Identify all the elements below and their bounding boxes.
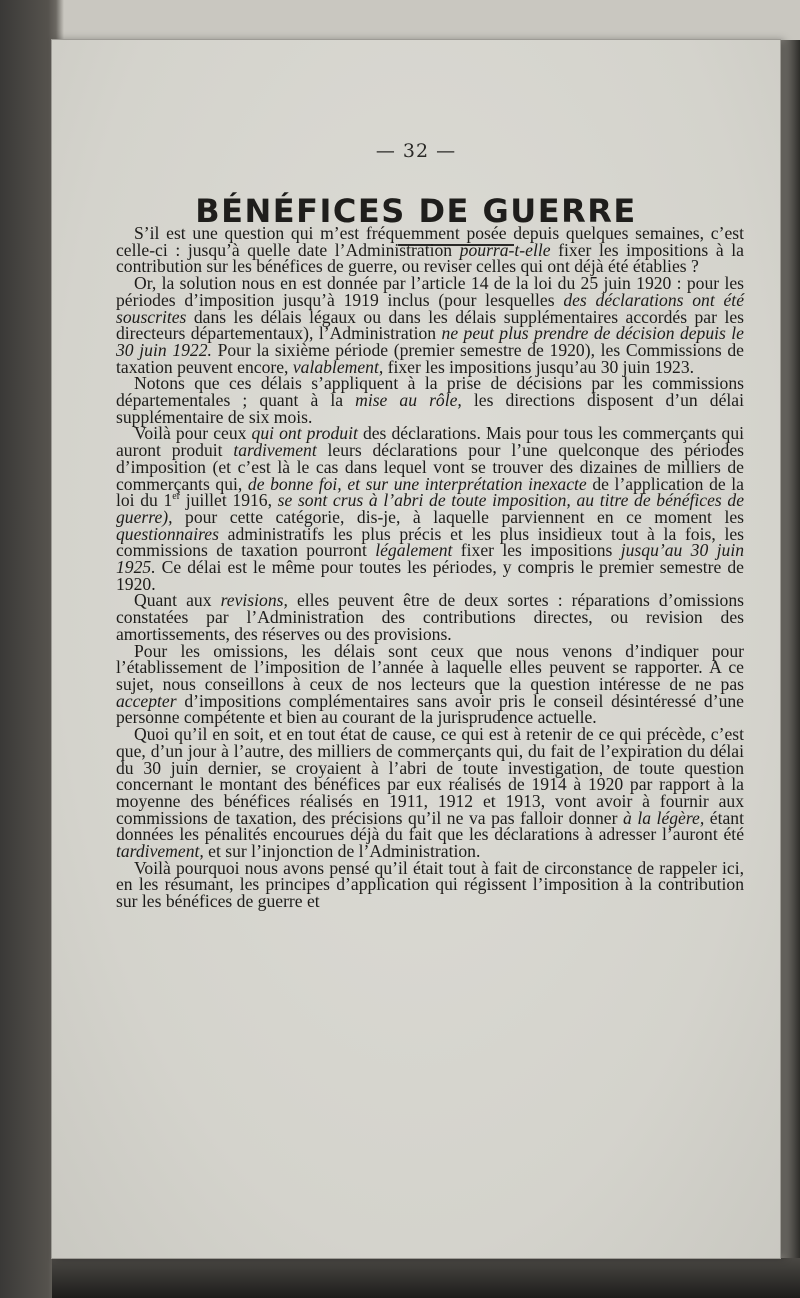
text-run: Or, la solution nous en est donnée par l’article 14 de la loi du 25 juin 1920 : pour les périodes d’imposition jusqu’à 1919 inclus (pour lesquelles bbox=[116, 273, 744, 310]
italic-run: questionnaires bbox=[116, 523, 219, 544]
text-run: étant données les pénalités encourues déjà du fait que les déclarations à adresser l’auront été bbox=[116, 807, 744, 845]
text-run: S’il est une question qui m’est fréquemment posée depuis quelques semaines, c’est celle-ci : jusqu’à quelle date l’Administration bbox=[116, 223, 744, 260]
italic-run: mise au rôle, bbox=[355, 390, 462, 411]
italic-run: pourra-t-elle bbox=[459, 239, 551, 260]
superscript-run: er bbox=[172, 491, 181, 503]
italic-run: tardivement bbox=[233, 440, 317, 461]
italic-run: revisions, bbox=[220, 590, 288, 611]
paragraph bbox=[116, 225, 744, 275]
italic-run: accepter bbox=[116, 690, 177, 711]
paragraph bbox=[116, 726, 744, 860]
text-run: d’impositions complémentaires sans avoir pris le conseil désintéressé d’une personne compétente et bien au courant de la jurisprudence actuelle. bbox=[116, 690, 744, 728]
text-run: Ce délai est le même pour toutes les périodes, y compris le premier semestre de 1920. bbox=[116, 557, 744, 594]
text-run: Voilà pour ceux bbox=[134, 423, 252, 444]
italic-run: se sont crus à l’abri de toute imposition, au titre de bénéfices de guerre), bbox=[116, 490, 745, 527]
italic-run: légalement bbox=[375, 540, 453, 561]
text-run: Quoi qu’il en soit, et en tout état de cause, ce qui est à retenir de ce qui précède, c’est que, d’un jour à l’autre, des milliers de commerçants qui, du fait de l’expiration du délai du 30 juin dernier, se croyaient à l’abri de toute investigation, de toute question concernant le montant des bénéfices par eux réalisés de 1914 à 1920 par rapport à la moyenne des bénéfices réalisés en 1911, 1912 et 1913, vont avoir à fournir aux commissions de taxation, des précisions qu’il ne va pas falloir donner bbox=[116, 724, 744, 828]
text-run: Quant aux bbox=[134, 590, 221, 611]
italic-run: jusqu’au 30 juin 1925. bbox=[116, 540, 745, 578]
paragraph bbox=[116, 425, 744, 592]
text-run: et sur l’injonction de l’Administration. bbox=[203, 841, 481, 862]
text-run: Notons que ces délais s’appliquent à la prise de décisions par les commissions départementales ; quant à la bbox=[116, 373, 744, 411]
paragraph bbox=[116, 857, 744, 912]
text-run: leurs déclarations pour l’une quelconque des périodes d’imposition (et c’est là le cas dans lequel vont se trouver des dizaines de milliers de commerçants qui, bbox=[116, 440, 744, 494]
text-run: elles peuvent être de deux sortes : réparations d’omissions constatées par l’Administration des contributions directes, ou revision des amortissements, des réserves ou des provisions. bbox=[116, 590, 744, 644]
article-body bbox=[116, 225, 744, 910]
page-title: BÉNÉFICES DE GUERRE bbox=[195, 192, 637, 230]
text-run: Pour la sixième période (premier semestre de 1920), les Commissions de taxation peuvent encore, bbox=[116, 339, 744, 377]
text-run: fixer les impositions bbox=[452, 540, 621, 561]
text-run: pour cette catégorie, dis-je, à laquelle parviennent en ce moment les bbox=[172, 506, 744, 527]
text-run: juillet 1916, bbox=[180, 490, 278, 511]
paragraph bbox=[116, 275, 744, 375]
italic-run: qui ont produit bbox=[251, 423, 358, 444]
paragraph bbox=[116, 640, 744, 728]
paragraph bbox=[116, 375, 744, 425]
italic-run: valablement, bbox=[292, 356, 384, 377]
italic-run: des déclarations ont été souscrites bbox=[116, 289, 744, 327]
text-run: Pour les omissions, les délais sont ceux que nous venons d’indiquer pour l’établissement de l’imposition de l’année à laquelle elles peuvent se rapporter. A ce sujet, nous conseillons à ceux de nos lecteurs que la question intéresse de ne pas bbox=[116, 640, 744, 694]
italic-run: tardivement, bbox=[116, 841, 204, 862]
text-run: administratifs les plus précis et les plus insidieux tout à la fois, les commissions de taxation pourront bbox=[116, 523, 744, 561]
italic-run: ne peut plus prendre de décision depuis le 30 juin 1922. bbox=[116, 323, 744, 360]
italic-run: de bonne foi, et sur une interprétation inexacte bbox=[247, 473, 587, 494]
text-run: de l’application de la loi du 1 bbox=[116, 473, 744, 511]
paragraph bbox=[116, 592, 744, 642]
text-run: Voilà pourquoi nous avons pensé qu’il était tout à fait de circonstance de rappeler ici, en les résumant, les principes d’application qui régissent l’imposition à la contribution sur les bénéfices de guerre et bbox=[116, 857, 744, 912]
page-right-edge bbox=[780, 40, 800, 1258]
text-run: les directions disposent d’un délai supplémentaire de six mois. bbox=[116, 390, 744, 427]
text-run: fixer les impositions jusqu’au 30 juin 1923. bbox=[383, 356, 695, 377]
text-run: des déclarations. Mais pour tous les commerçants qui auront produit bbox=[116, 423, 744, 461]
page-number: — 32 — bbox=[375, 140, 457, 162]
text-run: fixer les impositions à la contribution sur les bénéfices de guerre, ou reviser celles qui ont déjà été établies ? bbox=[116, 239, 744, 277]
text-run: dans les délais légaux ou dans les délais supplémentaires accordés par les directeurs départementaux), l’Administration bbox=[116, 306, 744, 344]
page-bottom-edge bbox=[52, 1258, 800, 1298]
italic-run: à la légère, bbox=[623, 807, 705, 828]
